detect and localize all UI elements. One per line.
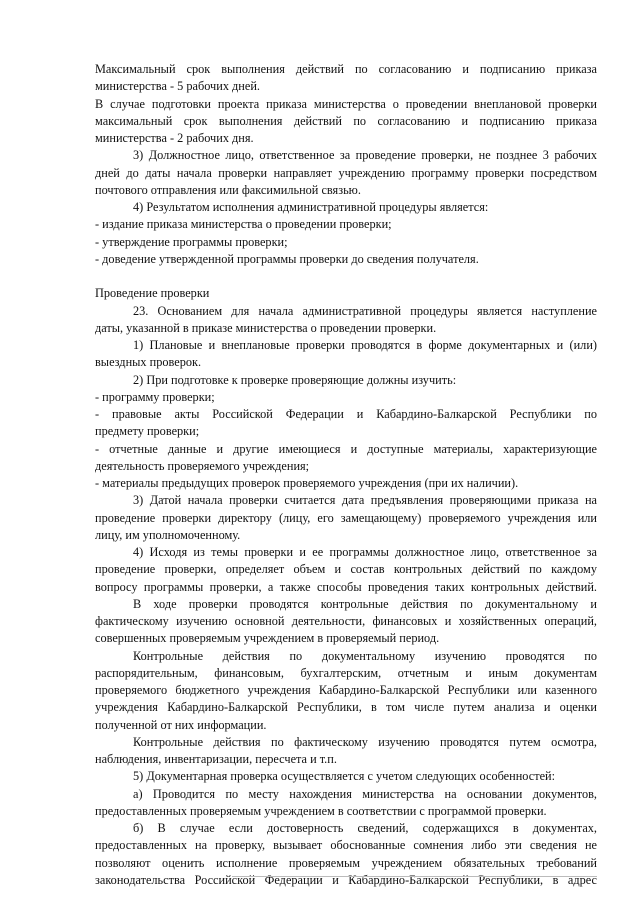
text-line: - утверждение программы проверки; [95, 234, 288, 249]
text-line: - доведение утвержденной программы проверки до сведения получателя. [95, 251, 479, 266]
text-line: Проведение проверки [95, 286, 210, 301]
text-line: совершенных проверяемым учреждением в проверяемый период. [95, 631, 440, 646]
text-line: почтового отправления или факсимильной связью. [95, 182, 361, 197]
footer-rule [232, 876, 597, 877]
text-line: министерства - 2 рабочих дня. [95, 131, 254, 145]
text-line: позволяют оценить исполнение проверяемым учреждением обязательных требований [95, 855, 597, 870]
text-line: проведение проверки, определяет объем и состав контрольных действий по каждому [95, 562, 597, 577]
text-line: 4) Исходя из темы проверки и ее программы должностное лицо, ответственное за [133, 545, 597, 559]
text-line: а) Проводится по месту нахождения министерства на основании документов, [133, 786, 597, 801]
text-line: выездных проверок. [95, 355, 202, 370]
text-line: Контрольные действия по документальному изучению проводятся по [133, 648, 597, 663]
text-line: предоставленных на проверку, вызывает обоснованные сомнения либо эти сведения не [95, 838, 597, 853]
text-line: В случае подготовки проекта приказа министерства о проведении внеплановой проверки [95, 96, 597, 111]
document-body [95, 61, 597, 889]
text-line: б) В случае если достоверность сведений, содержащихся в документах, [133, 821, 597, 835]
text-line: - правовые акты Российской Федерации и Кабардино-Балкарской Республики по [95, 407, 597, 421]
text-line [95, 268, 597, 285]
text-line: максимальный срок выполнения действий по согласованию и подписанию приказа [95, 113, 597, 128]
text-line: - материалы предыдущих проверок проверяемого учреждения (при их наличии). [95, 476, 519, 490]
text-line: министерства - 5 рабочих дней. [95, 79, 260, 94]
text-line: распорядительным, финансовым, бухгалтерским, отчетным и иным документам [95, 665, 597, 680]
text-line: 5) Документарная проверка осуществляется с учетом следующих особенностей: [133, 769, 556, 784]
text-line: предоставленных проверяемым учреждением в соответствии с программой проверки. [95, 803, 547, 818]
text-line: вопросу программы проверки, а также способы проведения таких контрольных действий. [95, 579, 597, 594]
text-line: 3) Датой начала проверки считается дата предъявления проверяющими приказа на [133, 493, 597, 508]
text-line: учреждения Кабардино-Балкарской Республики, в том числе путем анализа и оценки [95, 700, 597, 715]
text-line: Контрольные действия по фактическому изучению проводятся путем осмотра, [133, 734, 597, 749]
text-line: В ходе проверки проводятся контрольные действия по документальному и [133, 596, 597, 611]
text-line: 23. Основанием для начала административной процедуры является наступление [133, 303, 597, 318]
text-line: дней до даты начала проверки направляет учреждению программу проверки посредством [95, 165, 597, 180]
text-line: 3) Должностное лицо, ответственное за проведение проверки, не позднее 3 рабочих [133, 148, 597, 163]
text-line: - отчетные данные и другие имеющиеся и доступные материалы, характеризующие [95, 441, 597, 456]
text-line: 2) При подготовке к проверке проверяющие должны изучить: [133, 372, 457, 387]
text-line: полученной от них информации. [95, 717, 267, 732]
text-line: предмету проверки; [95, 424, 200, 439]
text-line: - издание приказа министерства о проведении проверки; [95, 217, 392, 232]
text-line: Максимальный срок выполнения действий по согласованию и подписанию приказа [95, 62, 597, 76]
text-line: - программу проверки; [95, 389, 215, 404]
text-line: проведение проверки директору (лицу, его замещающему) проверяемого учреждения или [95, 510, 597, 525]
text-line: 1) Плановые и внеплановые проверки проводятся в форме документарных и (или) [133, 338, 597, 352]
text-line: наблюдения, инвентаризации, пересчета и т.п. [95, 752, 337, 766]
text-line: деятельность проверяемого учреждения; [95, 458, 310, 473]
text-line: даты, указанной в приказе министерства о проведении проверки. [95, 320, 437, 335]
text-line: 4) Результатом исполнения административной процедуры является: [133, 200, 489, 214]
text-line: законодательства Российской Федерации и Кабардино-Балкарской Республики, в адрес [95, 872, 597, 887]
text-line: проверяемого бюджетного учреждения Кабардино-Балкарской Республики или казенного [95, 683, 597, 697]
text-line: фактическому изучению основной деятельности, финансовых и хозяйственных операций, [95, 614, 597, 628]
text-line: лицу, им уполномоченному. [95, 527, 241, 542]
